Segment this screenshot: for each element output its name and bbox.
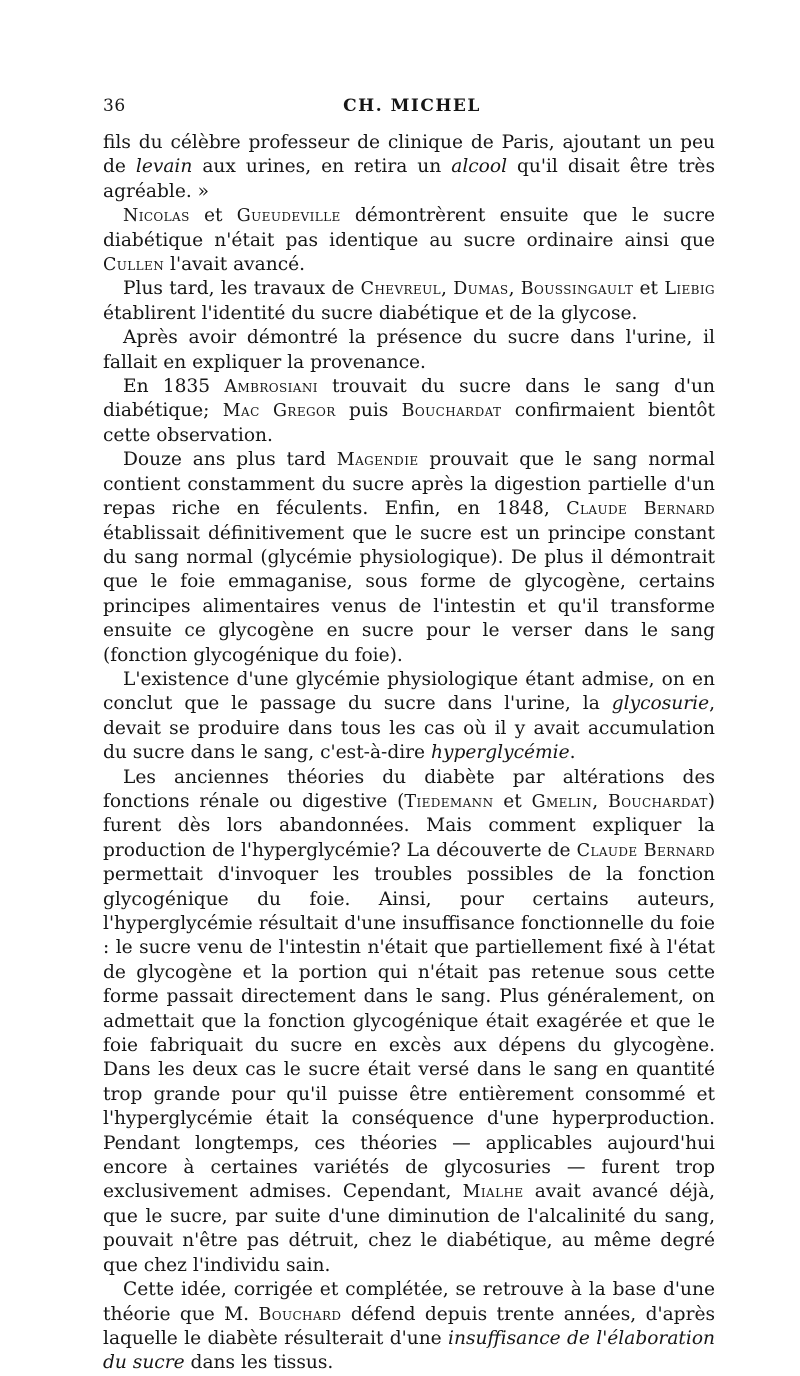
paragraph-8 xyxy=(103,766,715,1279)
page-number: 36 xyxy=(103,96,126,116)
author-name: Ambrosiani xyxy=(224,377,318,398)
author-name: Tiedemann xyxy=(404,791,494,812)
author-name: Nicolas xyxy=(123,206,190,227)
paragraph-9 xyxy=(103,1278,715,1376)
paragraph-6 xyxy=(103,448,715,668)
paragraph-3 xyxy=(103,277,715,326)
paragraph-7 xyxy=(103,668,715,766)
author-name: Claude Bernard xyxy=(576,840,715,861)
author-name: Liebig xyxy=(664,279,715,300)
text-run: , devait se produire dans tous les cas où il y avait accumulation du sucre dans le sang, c'est-à-dire xyxy=(103,693,715,764)
italic-term: hyperglycémie xyxy=(430,742,570,764)
text-run: avait avancé déjà, que le sucre, par suite d'une diminution de l'alcalinité du sang, pouvait n'être pas détruit, chez le diabétique, au même degré que chez l'individu sain. xyxy=(103,1181,715,1276)
text-run: Douze ans plus tard xyxy=(123,449,337,471)
text-run: ) furent dès lors abandonnées. Mais comment expliquer la production de l'hyperglycémie? La découverte de xyxy=(103,790,715,861)
text-run: permettait d'invoquer les troubles possibles de la fonction glycogénique du foie. Ainsi, pour certains auteurs, l'hyperglycémie résultait d'une insuffisance fonctionnelle du foie : le sucre venu de l'intestin n'était que partiellement fixé à l'état de glycogène et la portion qui n'était pas retenue sous cette forme passait directement dans le sang. Plus généralement, on admettait que la fonction glycogénique était exagérée et que le foie fabriquait du sucre en excès aux dépens du glycogène. Dans les deux cas le sucre était versé dans le sang en quantité trop grande pour qu'il puisse être entièrement consommé et l'hyperglycémie était la conséquence d'une hyperproduction. Pendant longtemps, ces théories — applicables aujourd'hui encore à certaines variétés de glycosuries — furent trop exclusivement admises. Cependant, xyxy=(103,864,715,1203)
italic-term: alcool xyxy=(451,156,508,178)
text-run: établirent l'identité du sucre diabétique et de la glycose. xyxy=(103,302,638,324)
italic-term: glycosurie xyxy=(611,693,710,715)
text-run: Cette idée, corrigée et complétée, se retrouve à la base d'une théorie que M. xyxy=(103,1279,715,1325)
author-name: Gmelin xyxy=(531,791,593,812)
author-name: Bouchardat xyxy=(607,791,708,812)
paragraph-1 xyxy=(103,131,715,204)
text-run: trouvait du sucre dans le sang d'un diabétique; xyxy=(103,376,715,422)
text-run: démontrèrent ensuite que le sucre diabétique n'était pas identique au sucre ordinaire ainsi que xyxy=(103,205,715,251)
author-name: Cullen xyxy=(103,255,165,276)
paragraph-5 xyxy=(103,375,715,448)
paragraph-2 xyxy=(103,204,715,277)
text-run: Plus tard, les travaux de xyxy=(123,278,361,300)
italic-term: insuffisance de l'élaboration du sucre xyxy=(103,1327,715,1374)
text-run: et xyxy=(189,205,237,227)
author-name: Bouchardat xyxy=(401,401,502,422)
text-run: , xyxy=(441,278,454,300)
author-name: Claude Bernard xyxy=(566,499,715,520)
author-name: Magendie xyxy=(336,450,419,471)
text-run: fils du célèbre professeur de clinique de Paris, ajoutant un peu de xyxy=(103,132,715,178)
author-name: Gueudeville xyxy=(236,206,341,227)
author-name: Boussingault xyxy=(520,279,634,300)
text-run: Les anciennes théories du diabète par altérations des fonctions rénale ou digestive ( xyxy=(103,766,715,812)
author-name: Bouchard xyxy=(258,1304,342,1325)
text-run: établissait définitivement que le sucre est un principe constant du sang normal (glycémie physiologique). De plus il démontrait que le foie emmaganise, sous forme de glycogène, certains principes alimentaires venus de l'intestin et qu'il transforme ensuite ce glycogène en sucre pour le verser dans le sang (fonction glycogénique du foie). xyxy=(103,522,715,666)
text-run: , xyxy=(592,790,608,812)
text-run: prouvait que le sang normal contient constamment du sucre après la digestion partielle d'un repas riche en féculents. Enfin, en 1848, xyxy=(103,449,715,520)
text-run: Après avoir démontré la présence du sucre dans l'urine, il fallait en expliquer la provenance. xyxy=(103,327,715,373)
text-run: et xyxy=(493,790,532,812)
text-run: aux urines, en retira un xyxy=(192,156,452,178)
running-head: CH. MICHEL xyxy=(343,96,481,116)
text-run: L'existence d'une glycémie physiologique étant admise, on en conclut que le passage du sucre dans l'urine, la xyxy=(103,668,715,715)
paragraph-4 xyxy=(103,326,715,375)
text-run: . xyxy=(569,742,576,764)
text-run: l'avait avancé. xyxy=(164,254,306,276)
text-run: puis xyxy=(335,400,402,422)
text-run: défend depuis trente années, d'après laquelle le diabète résulterait d'une xyxy=(103,1303,716,1349)
text-run: dans les tissus. xyxy=(184,1352,334,1374)
text-run: confirmaient bientôt cette observation. xyxy=(103,400,715,446)
text-run: qu'il disait être très agréable. » xyxy=(103,156,715,202)
author-name: Mialhe xyxy=(462,1182,524,1203)
body-text xyxy=(103,131,715,1376)
author-name: Mac Gregor xyxy=(222,401,336,422)
author-name: Dumas xyxy=(453,279,509,300)
text-run: , xyxy=(508,278,521,300)
page-header xyxy=(103,96,715,122)
author-name: Chevreul xyxy=(360,279,442,300)
italic-term: levain xyxy=(135,156,193,178)
text-run: et xyxy=(633,278,665,300)
text-run: En 1835 xyxy=(123,376,225,398)
